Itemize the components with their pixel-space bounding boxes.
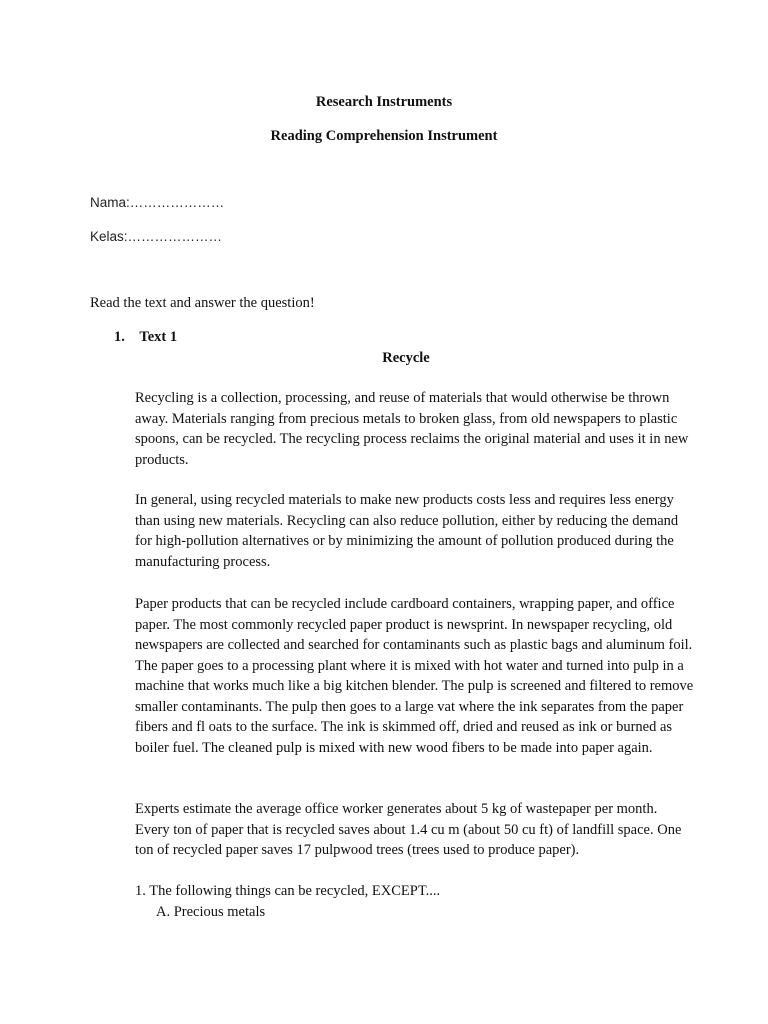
instruction-text: Read the text and answer the question! <box>90 295 315 311</box>
item-heading <box>114 327 177 348</box>
paragraph: Recycling is a collection, processing, and reuse of materials that would otherwise be thrown away. Materials ranging from precious metals to broken glass, from old newspapers to plastic spoons, can be recycled. The recycling process reclaims the original material and uses it in new products. <box>135 390 689 468</box>
kelas-field: Kelas:………………… <box>90 229 223 244</box>
paragraph: Experts estimate the average office worker generates about 5 kg of wastepaper per month. Every ton of paper that is recycled saves about 1.4 cu m (about 50 cu ft) of landfill space. One ton of recycled paper saves 17 pulpwood trees (trees used to produce paper). <box>135 801 682 858</box>
paragraph: In general, using recycled materials to make new products costs less and requires less energy than using new materials. Recycling can also reduce pollution, either by reducing the demand for high-pollution alternatives or by minimizing the amount of pollution produced during the manufacturing process. <box>135 492 679 570</box>
document-title: Research Instruments <box>315 94 453 110</box>
document-subtitle: Reading Comprehension Instrument <box>270 128 498 144</box>
item-label: Text 1 <box>139 329 178 345</box>
item-number: 1. <box>114 329 125 345</box>
nama-field: Nama:………………… <box>90 195 225 210</box>
answer-option: A. Precious metals <box>156 904 266 920</box>
text-title: Recycle <box>382 350 430 366</box>
paragraph: Paper products that can be recycled include cardboard containers, wrapping paper, and office paper. The most commonly recycled paper product is newsprint. In newspaper recycling, old newspapers are collected and searched for contaminants such as plastic bags and aluminum foil. The paper goes to a processing plant where it is mixed with hot water and turned into pulp in a machine that works much like a big kitchen blender. The pulp is screened and filtered to remove smaller contaminants. The pulp then goes to a large vat where the ink separates from the paper fibers and fl oats to the surface. The ink is skimmed off, dried and reused as ink or burned as boiler fuel. The cleaned pulp is mixed with new wood fibers to be made into paper again. <box>135 596 694 756</box>
question-text: 1. The following things can be recycled, EXCEPT.... <box>135 883 441 899</box>
